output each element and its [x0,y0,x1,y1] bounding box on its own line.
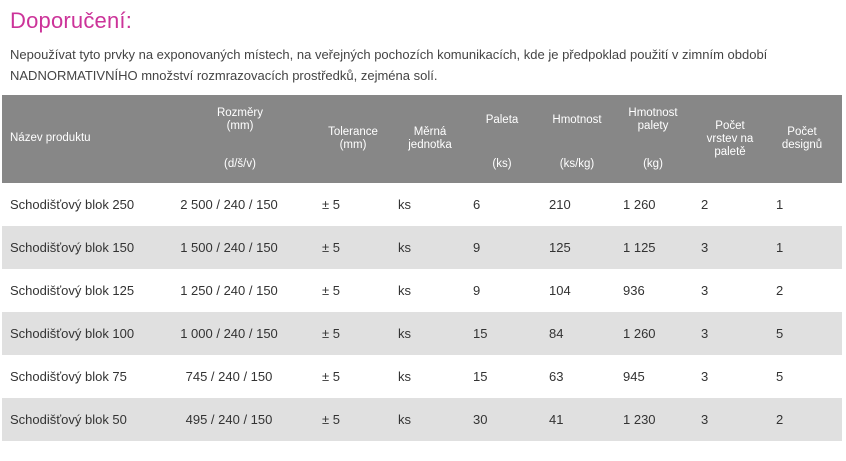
cell-layers: 2 [701,197,709,212]
cell-pallet-weight: 1 230 [623,412,656,427]
cell-dims: 495 / 240 / 150 [185,412,273,427]
cell-dims: 745 / 240 / 150 [185,369,273,384]
cell-dims: 1 250 / 240 / 150 [180,283,278,298]
cell-pallet: 15 [473,369,488,384]
cell-pallet-weight: 936 [623,283,645,298]
header-name: Název produktu [10,132,91,144]
cell-designs: 1 [776,197,784,212]
header-dims-unit: (d/š/v) [224,158,256,170]
cell-weight: 104 [549,283,571,298]
header-dims-line2: (mm) [226,120,254,132]
header-pallet-weight-unit: (kg) [643,158,663,170]
table-row [2,312,842,355]
cell-pallet-weight: 1 125 [623,240,656,255]
cell-pallet: 9 [473,240,481,255]
cell-dims: 2 500 / 240 / 150 [180,197,278,212]
cell-layers: 3 [701,283,709,298]
cell-pallet: 15 [473,326,488,341]
cell-tolerance: ± 5 [322,240,340,255]
cell-tolerance: ± 5 [322,326,340,341]
header-unit [395,126,465,152]
cell-layers: 3 [701,369,709,384]
cell-dims: 1 000 / 240 / 150 [180,326,278,341]
cell-pallet-weight: 1 260 [623,326,656,341]
table-row [2,183,842,226]
header-unit-line1: Měrná [413,126,447,138]
table-body [2,183,842,441]
cell-unit: ks [398,240,411,255]
cell-tolerance: ± 5 [322,369,340,384]
header-pallet-weight-line1: Hmotnost [628,107,678,119]
cell-tolerance: ± 5 [322,283,340,298]
cell-name: Schodišťový blok 150 [10,240,135,255]
cell-pallet: 6 [473,197,481,212]
header-weight-unit: (ks/kg) [559,158,595,170]
cell-unit: ks [398,369,411,384]
cell-designs: 5 [776,369,784,384]
cell-weight: 84 [549,326,564,341]
header-layers-line3: paletě [714,146,746,158]
table-row [2,355,842,398]
cell-name: Schodišťový blok 50 [10,412,127,427]
table-row [2,398,842,441]
cell-name: Schodišťový blok 100 [10,326,135,341]
header-designs [767,126,837,152]
header-layers [695,120,765,159]
header-layers-line1: Počet [715,120,745,132]
header-tolerance-line1: Tolerance [328,126,378,138]
cell-name: Schodišťový blok 125 [10,283,135,298]
table-header [2,95,842,183]
header-pallet: Paleta [485,114,519,126]
cell-weight: 210 [549,197,571,212]
cell-weight: 63 [549,369,564,384]
header-designs-line2: designů [781,139,823,151]
cell-designs: 5 [776,326,784,341]
cell-tolerance: ± 5 [322,197,340,212]
header-dims-line1: Rozměry [216,107,263,119]
cell-unit: ks [398,283,411,298]
header-weight: Hmotnost [552,114,602,126]
cell-pallet-weight: 945 [623,369,645,384]
table-row [2,269,842,312]
header-unit-line2: jednotka [408,139,452,151]
cell-name: Schodišťový blok 250 [10,197,135,212]
cell-tolerance: ± 5 [322,412,340,427]
header-designs-line1: Počet [787,126,817,138]
cell-layers: 3 [701,412,709,427]
cell-name: Schodišťový blok 75 [10,369,127,384]
cell-layers: 3 [701,326,709,341]
recommendation-note: Nepoužívat tyto prvky na exponovaných místech, na veřejných pochozích komunikacích, kde je předpoklad použití v zimním období NADNORMATIVNÍHO množství rozmrazovacích prostředků, zejména solí. [10,47,768,83]
header-dims [200,107,280,133]
header-pallet-weight [617,107,689,133]
cell-weight: 125 [549,240,571,255]
table-row [2,226,842,269]
header-layers-line2: vrstev na [706,133,754,145]
cell-weight: 41 [549,412,564,427]
cell-pallet-weight: 1 260 [623,197,656,212]
product-table [2,95,842,441]
cell-unit: ks [398,412,411,427]
cell-layers: 3 [701,240,709,255]
cell-pallet: 9 [473,283,481,298]
cell-designs: 2 [776,412,784,427]
cell-unit: ks [398,197,411,212]
page-title: Doporučení: [10,8,133,33]
cell-dims: 1 500 / 240 / 150 [180,240,278,255]
cell-designs: 2 [776,283,784,298]
header-pallet-unit: (ks) [492,158,512,170]
cell-unit: ks [398,326,411,341]
cell-pallet: 30 [473,412,488,427]
header-pallet-weight-line2: palety [637,120,669,132]
header-tolerance [318,126,388,152]
header-tolerance-line2: (mm) [339,139,367,151]
cell-designs: 1 [776,240,784,255]
